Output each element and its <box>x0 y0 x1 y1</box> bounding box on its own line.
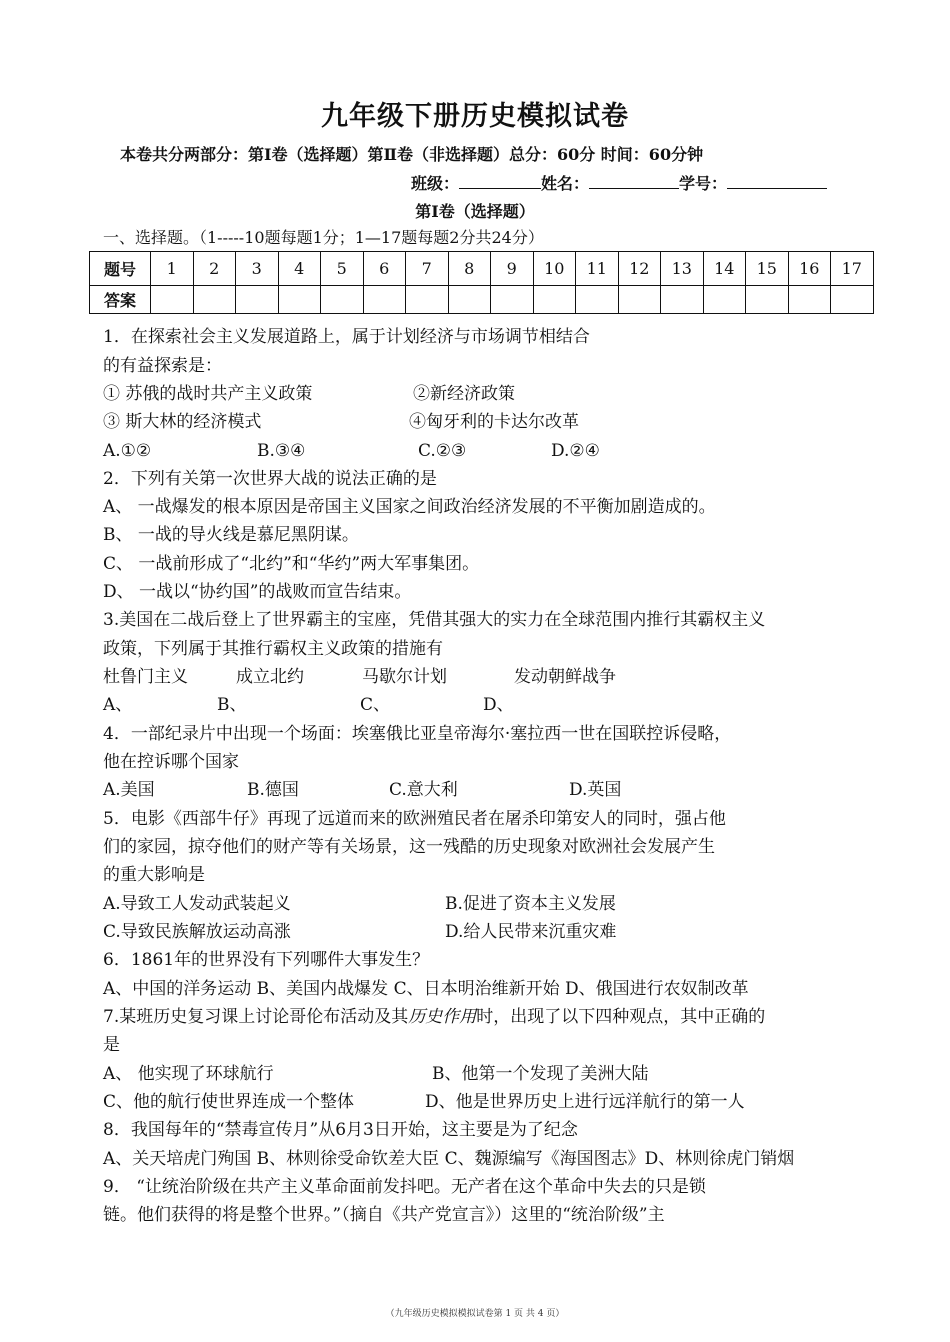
class-label: 班级： <box>411 174 460 193</box>
q6-stem: 6．1861年的世界没有下列哪件大事发生？ <box>103 950 430 970</box>
answer-cell[interactable] <box>661 286 704 314</box>
q1-item: ②新经济政策 <box>413 384 515 404</box>
q7-options-row1 <box>103 1063 649 1085</box>
number-cell: 3 <box>236 252 279 286</box>
answer-cell[interactable] <box>491 286 534 314</box>
q2-option-c[interactable]: C、 一战前形成了“北约”和“华约”两大军事集团。 <box>103 554 480 574</box>
class-blank[interactable] <box>459 172 541 189</box>
q5-option-d[interactable]: D.给人民带来沉重灾难 <box>445 922 617 942</box>
q4-option-b[interactable]: B.德国 <box>247 780 299 800</box>
answer-table <box>89 251 874 314</box>
q5-option-a[interactable]: A.导致工人发动武装起义 <box>103 894 291 914</box>
answer-cell[interactable] <box>831 286 874 314</box>
number-cell: 5 <box>321 252 364 286</box>
q6-options[interactable]: A、中国的洋务运动 B、美国内战爆发 C、日本明治维新开始 D、俄国进行农奴制改革 <box>103 979 749 999</box>
q1-item: ① 苏俄的战时共产主义政策 <box>103 384 313 404</box>
q7-stem-emphasis: 历史作用 <box>408 1007 477 1027</box>
q7-stem-pre: 7.某班历史复习课上讨论哥伦布活动及其 <box>103 1007 409 1027</box>
answer-row <box>90 286 874 314</box>
number-cell: 9 <box>491 252 534 286</box>
answer-cell[interactable] <box>278 286 321 314</box>
answer-cell[interactable] <box>363 286 406 314</box>
number-cell: 10 <box>533 252 576 286</box>
section-heading: 一、选择题。（1-----10题每题1分；1—17题每题2分共24分） <box>103 228 544 247</box>
q5-options-row1 <box>103 893 616 915</box>
q2-option-d[interactable]: D、 一战以“协约国”的战败而宣告结束。 <box>103 582 412 602</box>
q2-option-b[interactable]: B、 一战的导火线是慕尼黑阴谋。 <box>103 525 359 545</box>
answer-cell[interactable] <box>703 286 746 314</box>
number-cell: 8 <box>448 252 491 286</box>
q4-option-d[interactable]: D.英国 <box>569 780 622 800</box>
q3-option-d[interactable]: D、 <box>483 695 514 715</box>
volume-title: 第Ⅰ卷（选择题） <box>415 202 535 221</box>
q3-stem-cont: 政策，下列属于其推行霸权主义政策的措施有 <box>103 639 443 659</box>
q1-items-row2 <box>103 411 579 433</box>
q3-option-c[interactable]: C、 <box>360 695 391 715</box>
page-footer: （九年级历史模拟模拟试卷第 1 页 共 4 页） <box>385 1309 565 1319</box>
number-cell: 11 <box>576 252 619 286</box>
q3-items <box>103 666 616 688</box>
number-cell: 2 <box>193 252 236 286</box>
answer-cell[interactable] <box>448 286 491 314</box>
q5-stem-cont: 们的家园，掠夺他们的财产等有关场景，这一残酷的历史现象对欧洲社会发展产生 <box>103 837 715 857</box>
q7-options-row2 <box>103 1091 745 1113</box>
q4-stem-cont: 他在控诉哪个国家 <box>103 752 239 772</box>
answer-cell[interactable] <box>236 286 279 314</box>
q1-option-b[interactable]: B.③④ <box>257 441 306 461</box>
answer-cell[interactable] <box>576 286 619 314</box>
q2-option-a[interactable]: A、 一战爆发的根本原因是帝国主义国家之间政治经济发展的不平衡加剧造成的。 <box>103 497 716 517</box>
q5-option-b[interactable]: B.促进了资本主义发展 <box>445 894 616 914</box>
number-cell: 15 <box>746 252 789 286</box>
q3-option-a[interactable]: A、 <box>103 695 133 715</box>
q7-stem <box>103 1006 765 1028</box>
q1-option-a[interactable]: A.①② <box>103 441 152 461</box>
q9-stem: 9． “让统治阶级在共产主义革命面前发抖吧。无产者在这个革命中失去的只是锁 <box>103 1177 706 1197</box>
q1-item: ④匈牙利的卡达尔改革 <box>409 412 579 432</box>
q7-stem-cont: 是 <box>103 1035 120 1055</box>
answer-cell[interactable] <box>193 286 236 314</box>
answer-cell[interactable] <box>788 286 831 314</box>
q5-options-row2 <box>103 921 617 943</box>
exam-info: 本卷共分两部分：第Ⅰ卷（选择题）第Ⅱ卷（非选择题）总分：60分 时间：60分钟 <box>120 145 704 164</box>
answer-header: 答案 <box>90 286 151 314</box>
q8-options[interactable]: A、关天培虎门殉国 B、林则徐受命钦差大臣 C、魏源编写《海国图志》D、林则徐虎门销烟 <box>103 1149 795 1169</box>
number-cell: 1 <box>151 252 194 286</box>
q3-item: 发动朝鲜战争 <box>514 667 616 687</box>
number-cell: 14 <box>703 252 746 286</box>
q5-option-c[interactable]: C.导致民族解放运动高涨 <box>103 922 291 942</box>
number-cell: 6 <box>363 252 406 286</box>
q3-item: 马歇尔计划 <box>362 667 447 687</box>
q3-item: 杜鲁门主义 <box>103 667 188 687</box>
id-blank[interactable] <box>727 172 827 189</box>
answer-cell[interactable] <box>533 286 576 314</box>
q1-option-d[interactable]: D.②④ <box>551 441 600 461</box>
answer-cell[interactable] <box>618 286 661 314</box>
q7-option-b[interactable]: B、他第一个发现了美洲大陆 <box>432 1064 649 1084</box>
number-cell: 13 <box>661 252 704 286</box>
q5-stem: 5．电影《西部牛仔》再现了远道而来的欧洲殖民者在屠杀印第安人的同时，强占他 <box>103 809 726 829</box>
number-cell: 17 <box>831 252 874 286</box>
number-cell: 12 <box>618 252 661 286</box>
number-row <box>90 252 874 286</box>
answer-cell[interactable] <box>321 286 364 314</box>
q3-option-b[interactable]: B、 <box>217 695 247 715</box>
q7-option-d[interactable]: D、他是世界历史上进行远洋航行的第一人 <box>425 1092 745 1112</box>
name-blank[interactable] <box>589 172 679 189</box>
number-cell: 7 <box>406 252 449 286</box>
q4-options <box>103 779 622 801</box>
q2-stem: 2．下列有关第一次世界大战的说法正确的是 <box>103 469 437 489</box>
q4-stem: 4．一部纪录片中出现一个场面：埃塞俄比亚皇帝海尔·塞拉西一世在国联控诉侵略， <box>103 724 732 744</box>
q1-stem: 1．在探索社会主义发展道路上，属于计划经济与市场调节相结合 <box>103 327 590 347</box>
number-cell: 16 <box>788 252 831 286</box>
q3-stem: 3.美国在二战后登上了世界霸主的宝座，凭借其强大的实力在全球范围内推行其霸权主义 <box>103 610 766 630</box>
number-cell: 4 <box>278 252 321 286</box>
answer-cell[interactable] <box>151 286 194 314</box>
answer-cell[interactable] <box>406 286 449 314</box>
number-header: 题号 <box>90 252 151 286</box>
q1-items-row1 <box>103 383 515 405</box>
q9-stem-cont: 链。他们获得的将是整个世界。”（摘自《共产党宣言》）这里的“统治阶级”主 <box>103 1205 665 1225</box>
q5-stem-cont: 的重大影响是 <box>103 865 205 885</box>
q3-options <box>103 694 514 716</box>
q4-option-a[interactable]: A.美国 <box>103 780 155 800</box>
answer-cell[interactable] <box>746 286 789 314</box>
q1-item: ③ 斯大林的经济模式 <box>103 412 262 432</box>
q7-option-a[interactable]: A、 他实现了环球航行 <box>103 1064 274 1084</box>
name-label: 姓名： <box>541 174 590 193</box>
q4-option-c[interactable]: C.意大利 <box>389 780 458 800</box>
q3-item: 成立北约 <box>236 667 304 687</box>
q8-stem: 8．我国每年的“禁毒宣传月”从6月3日开始，这主要是为了纪念 <box>103 1120 578 1140</box>
q7-option-c[interactable]: C、他的航行使世界连成一个整体 <box>103 1092 355 1112</box>
page-title: 九年级下册历史模拟试卷 <box>321 101 629 132</box>
student-info <box>411 171 827 194</box>
id-label: 学号： <box>679 174 728 193</box>
q1-options <box>103 440 600 462</box>
q1-option-c[interactable]: C.②③ <box>418 441 467 461</box>
q7-stem-post: 时，出现了以下四种观点，其中正确的 <box>476 1007 766 1027</box>
q1-stem-cont: 的有益探索是： <box>103 356 222 376</box>
